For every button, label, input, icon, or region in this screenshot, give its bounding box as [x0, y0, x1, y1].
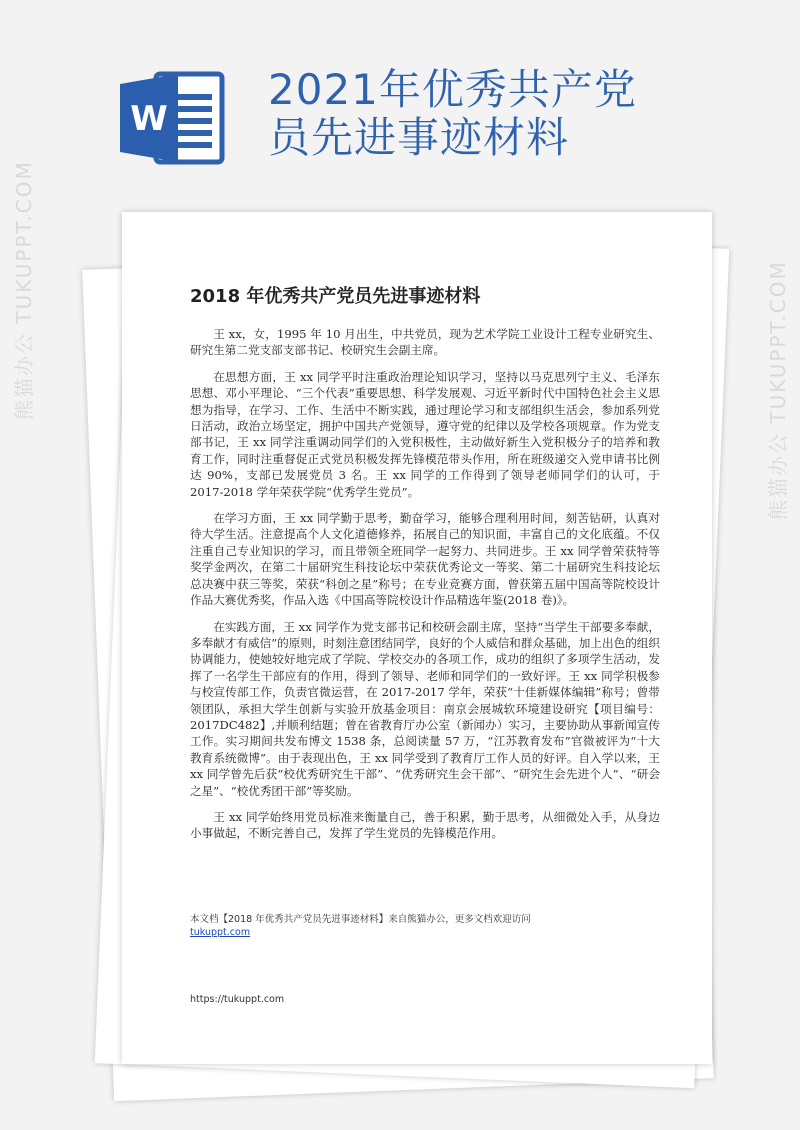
svg-text:W: W: [130, 99, 168, 139]
header-title: [268, 66, 768, 162]
document-title: 2018 年优秀共产党员先进事迹材料: [190, 286, 481, 307]
watermark-right: 熊猫办公 TUKUPPT.COM: [766, 260, 790, 520]
paragraph-thought: 在思想方面，王 xx 同学平时注重政治理论知识学习，坚持以马克思列宁主义、毛泽东思想、邓小平理论、“三个代表”重要思想、科学发展观、习近平新时代中国特色社会主义思想为指导，在学习、工作、生活中不断实践，通过理论学习和支部组织生活会，参加系列党日活动，政治立场坚定，拥护中国共产党领导，遵守党的纪律以及学校各项规章。作为党支部书记，王 xx 同学注重调动同学们的入党积极性，主动做好新生入党积极分子的培养和教育工作，同时注重督促正式党员积极发挥先锋模范带头作用，所在班级递交入党申请书比例达 90%，支部已发展党员 3 名。王 xx 同学的工作得到了领导老师同学们的认可，于 2017-2018 学年荣获学院“优秀学生党员”。: [190, 369, 660, 499]
paragraph-intro: 王 xx，女，1995 年 10 月出生，中共党员，现为艺术学院工业设计工程专业研究生、研究生第二党支部支部书记、校研究生会副主席。: [190, 327, 660, 358]
paragraph-summary: 王 xx 同学始终用党员标准来衡量自己，善于积累，勤于思考，从细微处入手，从身边小事做起，不断完善自己，发挥了学生党员的先锋模范作用。: [190, 809, 660, 841]
source-note: [190, 913, 660, 939]
watermark-left: 熊猫办公 TUKUPPT.COM: [12, 160, 36, 420]
word-document-icon: [118, 70, 226, 166]
header-title-line1: 2021年优秀共产党: [268, 65, 637, 114]
page-footer-url: https://tukuppt.com: [190, 994, 285, 1005]
paragraph-practice: 在实践方面，王 xx 同学作为党支部书记和校研会副主席，坚持“当学生干部要多奉献，多奉献才有威信”的原则，时刻注意团结同学，良好的个人威信和群众基础，加上出色的组织协调能力，使她较好地完成了学院、学校交办的各项工作，成功的组织了多项学生活动，发挥了一名学生干部应有的作用，得到了领导、老师和同学们的一致好评。王 xx 同学积极参与校宣传部工作，负责官微运营，在 2017-2017 学年，荣获“十佳新媒体编辑”称号；曾带领团队，承担大学生创新与实验开放基金项目：南京会展城软环境建设研究【项目编号：2017DC482】,并顺利结题；曾在省教育厅办公室（新闻办）实习，主要协助从事新闻宣传工作。实习期间共发布博文 1538 条，总阅读量 57 万，“江苏教育发布”官微被评为“十大教育系统微博”。由于表现出色，王 xx 同学受到了教育厅工作人员的好评。自入学以来，王 xx 同学曾先后获“校优秀研究生干部”、“优秀研究生会干部”、“研究生会先进个人”、“研会之星”、“校优秀团干部”等奖励。: [190, 619, 660, 798]
source-link[interactable]: tukuppt.com: [190, 927, 251, 938]
header: [0, 0, 800, 200]
header-title-line2: 员先进事迹材料: [268, 113, 570, 162]
source-note-text: 本文档【2018 年优秀共产党员先进事迹材料】来自熊猫办公，更多文档欢迎访问: [190, 914, 531, 925]
paragraph-study: 在学习方面，王 xx 同学勤于思考，勤奋学习，能够合理利用时间，刻苦钻研，认真对待大学生活。注意提高个人文化道德修养，拓展自己的知识面，丰富自己的文化底蕴。不仅注重自己专业知识的学习，而且带领全班同学一起努力、共同进步。王 xx 同学曾荣获特等奖学金两次，在第二十届研究生科技论坛中荣获优秀论文一等奖、第二十届研究生科技论坛总决赛中获三等奖，荣获“科创之星”称号；在专业竞赛方面，曾获第五届中国高等院校设计作品大赛优秀奖，作品入选《中国高等院校设计作品精选年鉴(2018 卷)》。: [190, 511, 660, 608]
document-body: [190, 326, 660, 852]
